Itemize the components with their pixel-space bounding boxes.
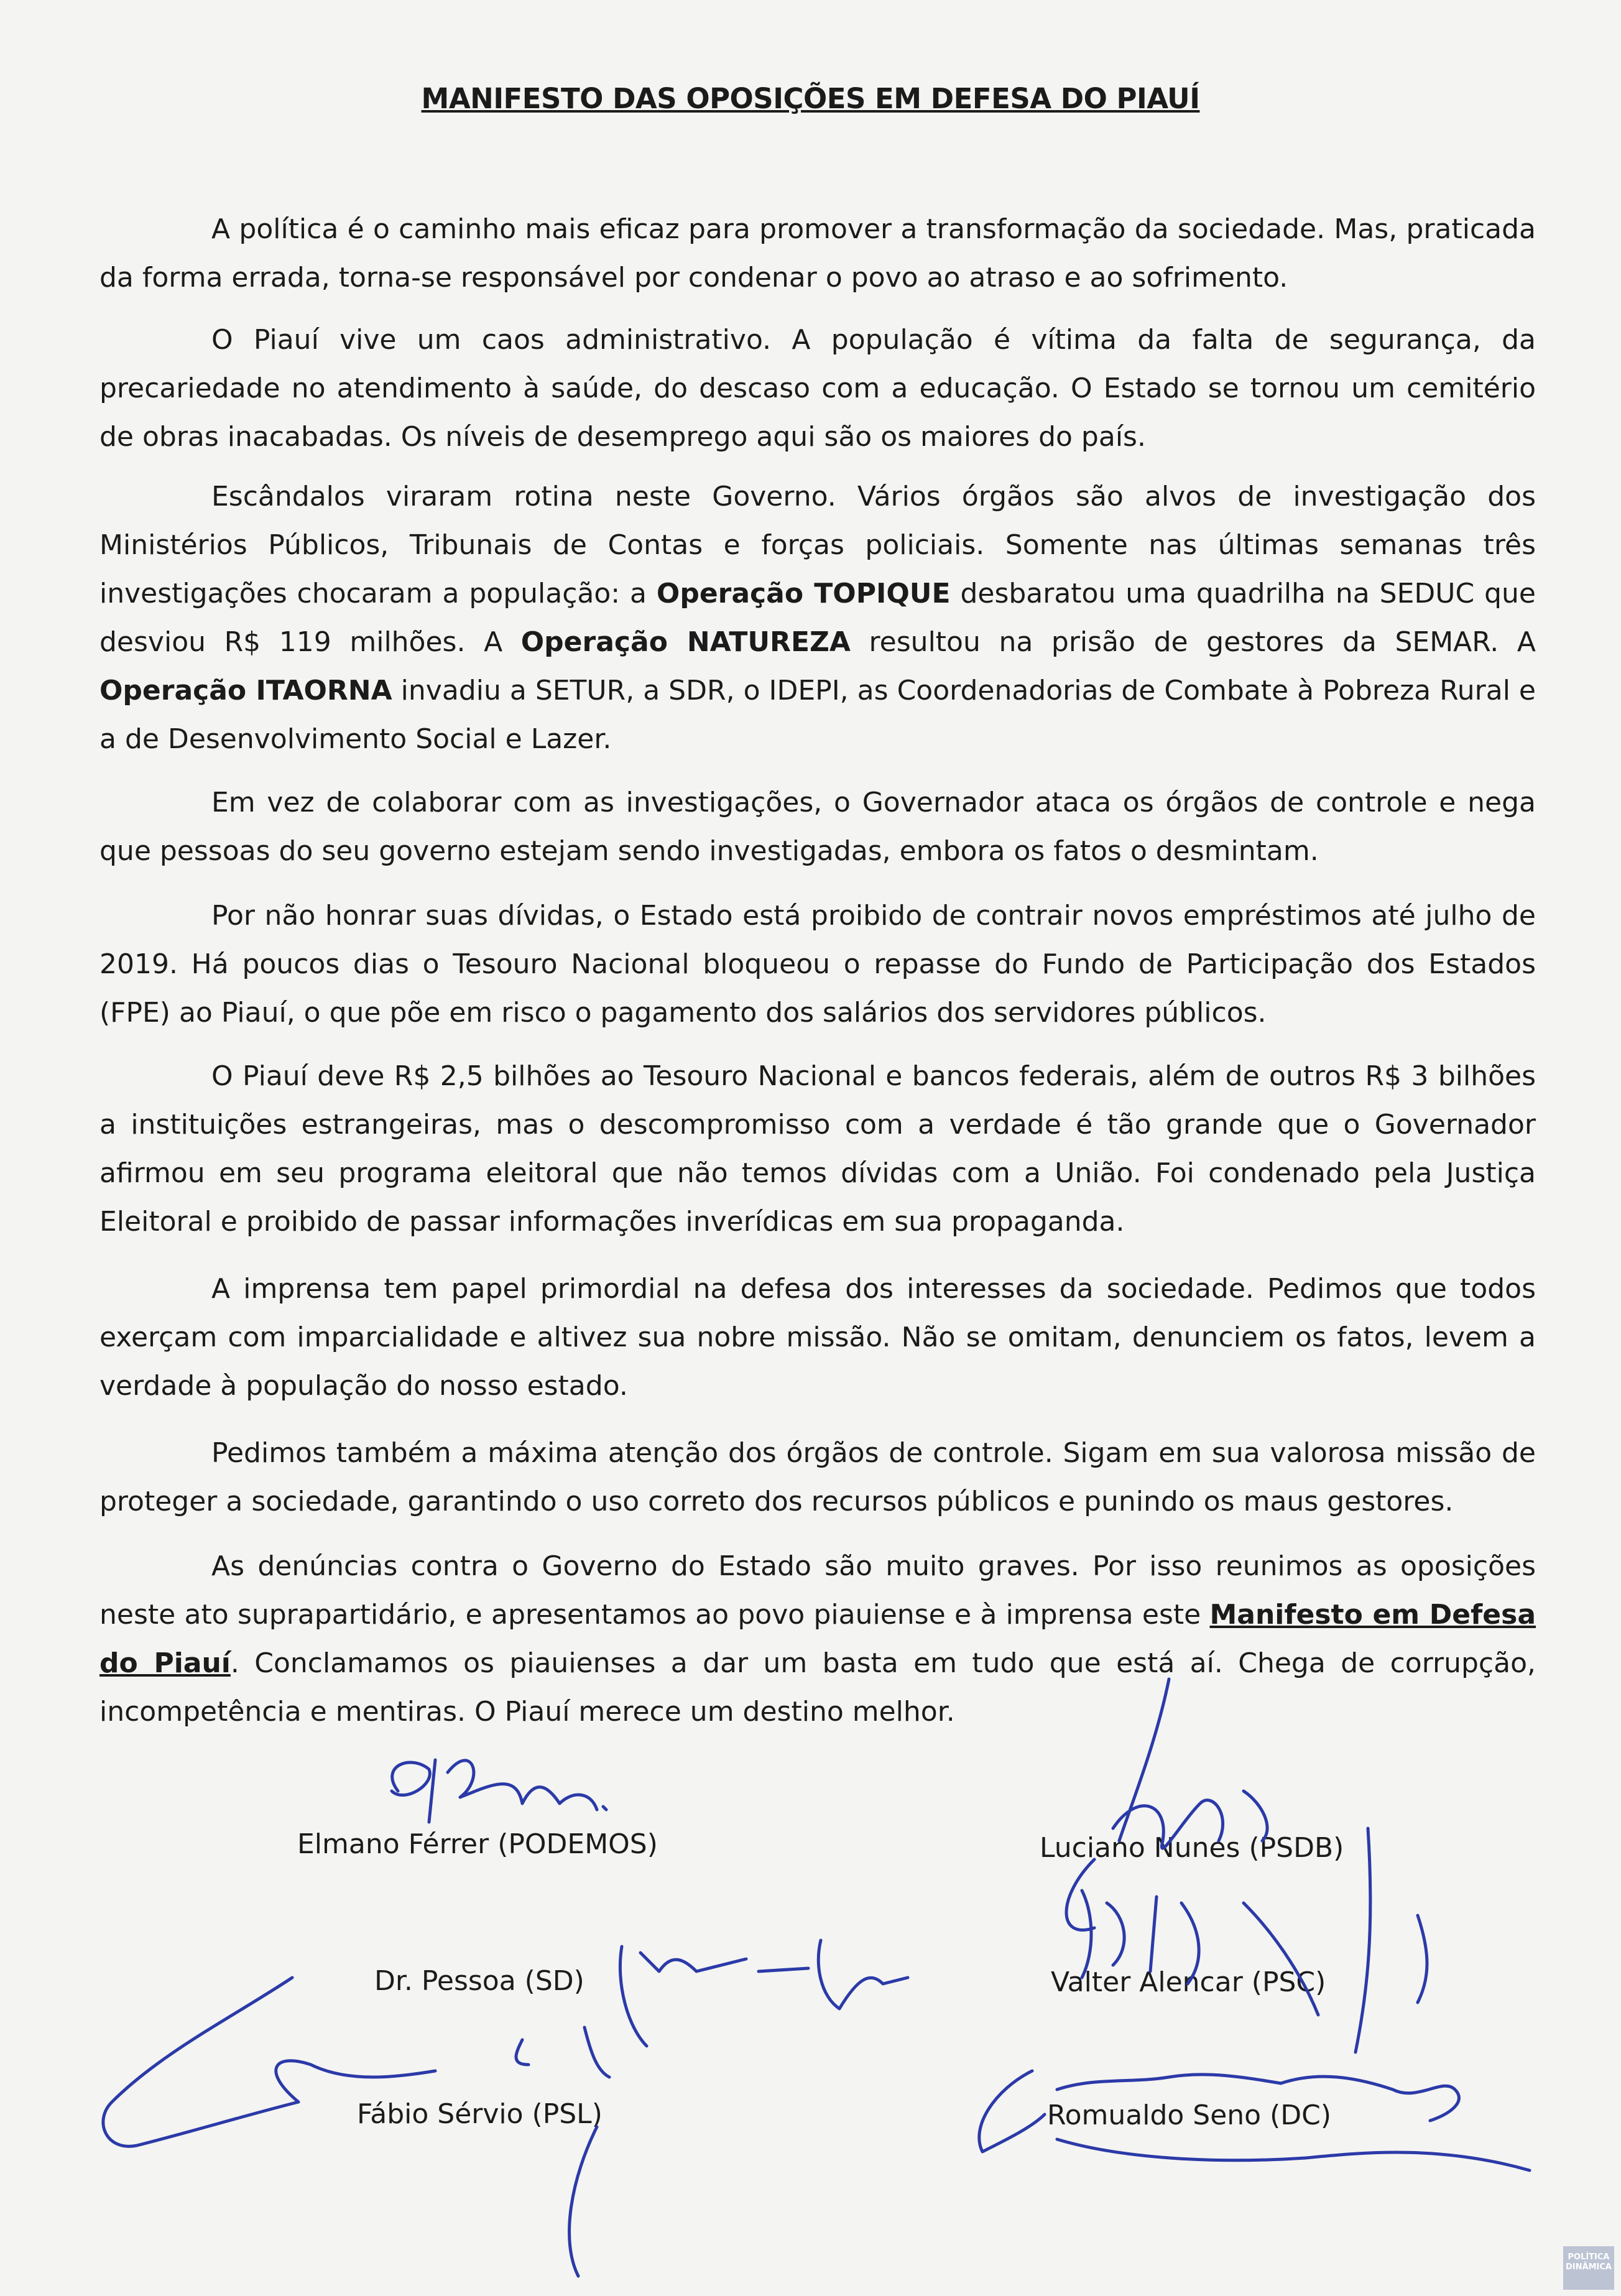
document-title: MANIFESTO DAS OPOSIÇÕES EM DEFESA DO PIAUÍ (421, 82, 1200, 115)
paragraph-3-text-a: Escândalos viraram rotina neste Governo. Vários órgãos são alvos de investigação dos Ministérios Públicos, Tribunais de Contas e forças policiais. Somente nas últimas semanas três investigações chocaram a população: a (99, 481, 1536, 609)
paragraph-3-text-g: invadiu a SETUR, a SDR, o IDEPI, as Coordenadorias de Combate à Pobreza Rural e a de Desenvolvimento Social e Lazer. (99, 675, 1536, 755)
paragraph-7: A imprensa tem papel primordial na defesa dos interesses da sociedade. Pedimos que todos exerçam com imparcialidade e altivez sua nobre missão. Não se omitam, denunciem os fatos, levem a verdade à população do nosso estado. (99, 1273, 1536, 1402)
operacao-topique: Operação TOPIQUE (656, 578, 951, 609)
politica-dinamica-logo (1563, 2246, 1614, 2290)
paragraph-9 (99, 1542, 1536, 1736)
signatory-elmano-ferrer: Elmano Férrer (PODEMOS) (297, 1828, 658, 1860)
paragraph-8: Pedimos também a máxima atenção dos órgãos de controle. Sigam em sua valorosa missão de proteger a sociedade, garantindo o uso correto dos recursos públicos e punindo os maus gestores. (99, 1437, 1536, 1517)
operacao-natureza: Operação NATUREZA (520, 626, 851, 658)
paragraph-9-text-c: . Conclamamos os piauienses a dar um basta em tudo que está aí. Chega de corrupção, incompetência e mentiras. O Piauí merece um destino melhor. (99, 1647, 1536, 1728)
logo-line-2: DINÂMICA (1566, 2262, 1612, 2272)
signatory-valter-alencar: Valter Alencar (PSC) (1051, 1966, 1326, 1998)
paragraph-5: Por não honrar suas dívidas, o Estado está proibido de contrair novos empréstimos até julho de 2019. Há poucos dias o Tesouro Nacional bloqueou o repasse do Fundo de Participação dos Estados (FPE) ao Piauí, o que põe em risco o pagamento dos salários dos servidores públicos. (99, 900, 1536, 1029)
paragraph-2: O Piauí vive um caos administrativo. A população é vítima da falta de segurança, da precariedade no atendimento à saúde, do descaso com a educação. O Estado se tornou um cemitério de obras inacabadas. Os níveis de desemprego aqui são os maiores do país. (99, 324, 1536, 453)
signature-elmano-ferrer (392, 1760, 606, 1822)
operacao-itaorna: Operação ITAORNA (99, 675, 392, 706)
signatory-dr-pessoa: Dr. Pessoa (SD) (374, 1965, 584, 1997)
manifesto-reference: Manifesto em Defesa do Piauí (99, 1599, 1536, 1679)
signatory-romualdo-seno: Romualdo Seno (DC) (1047, 2099, 1332, 2131)
paragraph-1: A política é o caminho mais eficaz para promover a transformação da sociedade. Mas, praticada da forma errada, torna-se responsável por condenar o povo ao atraso e ao sofrimento. (99, 213, 1536, 294)
signatory-fabio-servio: Fábio Sérvio (PSL) (357, 2098, 603, 2130)
paragraph-9-text-a: As denúncias contra o Governo do Estado são muito graves. Por isso reunimos as oposições neste ato suprapartidário, e apresentamos ao povo piauiense e à imprensa este (99, 1550, 1536, 1631)
paragraph-3-text-c: desbaratou uma quadrilha na SEDUC que desviou R$ 119 milhões. A (99, 578, 1536, 658)
signature-dr-pessoa (620, 1940, 908, 2046)
signatory-luciano-nunes: Luciano Nunes (PSDB) (1040, 1832, 1344, 1864)
paragraph-3-text-e: resultou na prisão de gestores da SEMAR. A (850, 626, 1536, 658)
paragraph-3 (99, 473, 1536, 764)
paragraph-6: O Piauí deve R$ 2,5 bilhões ao Tesouro Nacional e bancos federais, além de outros R$ 3 bilhões a instituições estrangeiras, mas o descompromisso com a verdade é tão grande que o Governador afirmou em seu programa eleitoral que não temos dívidas com a União. Foi condenado pela Justiça Eleitoral e proibido de passar informações inverídicas em sua propaganda. (99, 1060, 1536, 1238)
paragraph-4: Em vez de colaborar com as investigações, o Governador ataca os órgãos de controle e nega que pessoas do seu governo estejam sendo investigadas, embora os fatos o desmintam. (99, 787, 1536, 867)
logo-line-1: POLÍTICA (1568, 2252, 1610, 2262)
